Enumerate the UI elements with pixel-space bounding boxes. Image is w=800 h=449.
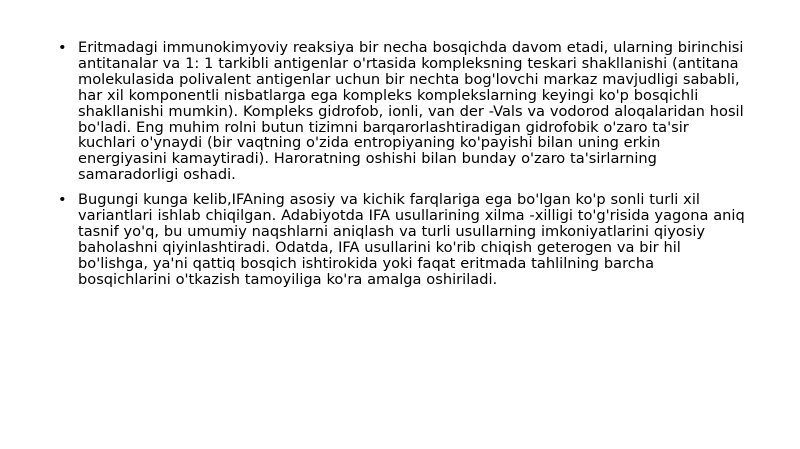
slide-content [58, 40, 748, 297]
bullet-item [58, 192, 748, 287]
paragraph-text: Bugungi kunga kelib,IFAning asosiy va kichik farqlariga ega bo'lgan ko'p sonli turli xil variantlari ishlab chiqilgan. Adabiyotda IFA usullarining xilma -xilligi to'g'risida yagona aniq tasnif yo'q, bu umumiy naqshlarni aniqlash va turli usullarning imkoniyatlarini qiyosiy baholashni qiyinlashtiradi. Odatda, IFA usullarini ko'rib chiqish geterogen va bir hil bo'lishga, ya'ni qattiq bosqich ishtirokida yoki faqat eritmada tahlilning barcha bosqichlarini o'tkazish tamoyiliga ko'ra amalga oshiriladi. [78, 191, 745, 288]
bullet-list [58, 40, 748, 288]
bullet-icon: • [58, 39, 67, 56]
bullet-item [58, 40, 748, 183]
paragraph-text: Eritmadagi immunokimyoviy reaksiya bir necha bosqichda davom etadi, ularning birinchisi antitanalar va 1: 1 tarkibli antigenlar o'rtasida kompleksning teskari shakllanishi (antitana molekulasida polivalent antigenlar uchun bir nechta bog'lovchi markaz mavjudligi sababli, har xil komponentli nisbatlarga ega kompleks komplekslarning keyingi ko'p bosqichli shakllanishi mumkin). Kompleks gidrofob, ionli, van der -Vals va vodorod aloqalaridan hosil bo'ladi. Eng muhim rolni butun tizimni barqarorlashtiradigan gidrofobik o'zaro ta'sir kuchlari o'ynaydi (bir vaqtning o'zida entropiyaning ko'payishi bilan uning erkin energiyasini kamaytiradi). Haroratning oshishi bilan bunday o'zaro ta'sirlarning samaradorligi oshadi. [78, 39, 744, 184]
bullet-icon: • [58, 191, 67, 209]
